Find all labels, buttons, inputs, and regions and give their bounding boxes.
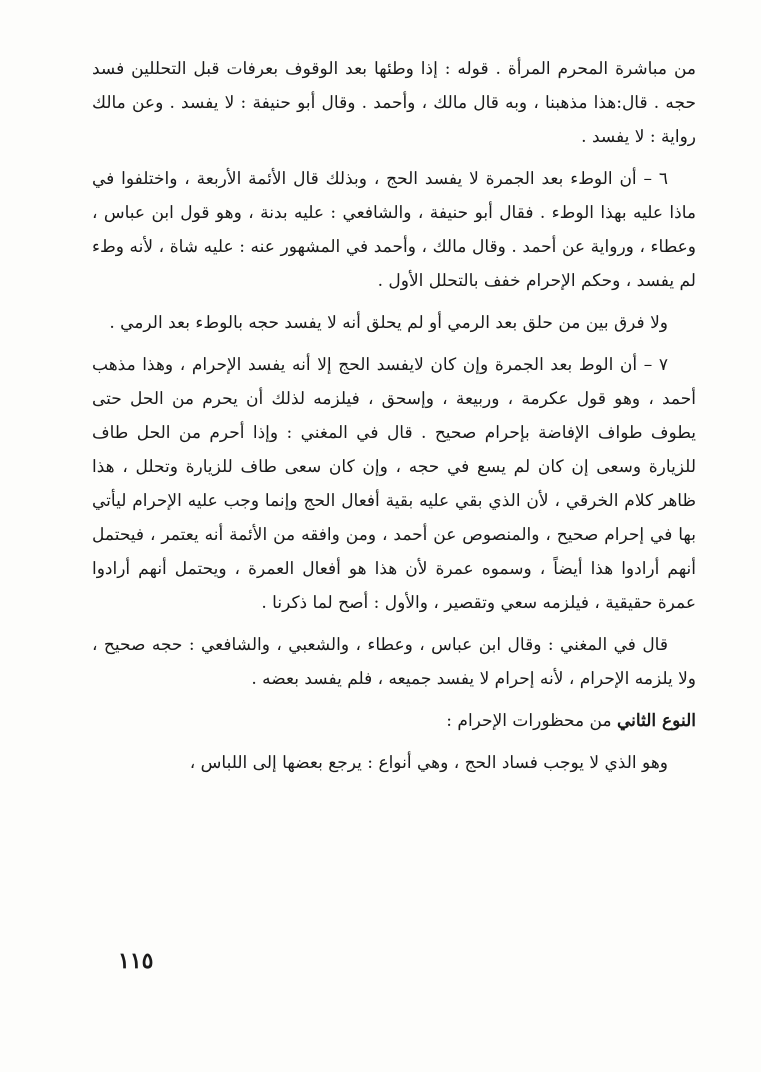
paragraph-2: ٦ – أن الوطء بعد الجمرة لا يفسد الحج ، وبذلك قال الأئمة الأربعة ، واختلفوا في ماذا عليه بهذا الوطء . فقال أبو حنيفة ، والشافعي : عليه بدنة ، وهو قول ابن عباس ، وعطاء ، ورواية عن أحمد . وقال مالك ، وأحمد في المشهور عنه : عليه شاة ، لأنه وطء لم يفسد ، وحكم الإحرام خفف بالتحلل الأول . — [92, 169, 696, 291]
paragraph-5: قال في المغني : وقال ابن عباس ، وعطاء ، والشعبي ، والشافعي : حجه صحيح ، ولا يلزمه الإحرام ، لأنه إحرام لا يفسد جميعه ، فلم يفسد بعضه . — [92, 635, 696, 689]
paragraph-3: ولا فرق بين من حلق بعد الرمي أو لم يحلق أنه لا يفسد حجه بالوطء بعد الرمي . — [109, 313, 668, 333]
paragraph-4: ٧ – أن الوط بعد الجمرة وإن كان لايفسد الحج إلا أنه يفسد الإحرام ، وهذا مذهب أحمد ، وهو قول عكرمة ، وربيعة ، وإسحق ، فيلزمه لذلك أن يحرم من الحل حتى يطوف طواف الإفاضة بإحرام صحيح . قال في المغني : وإذا أحرم من الحل طاف للزيارة وسعى إن كان لم يسع في حجه ، وإن كان سعى طاف للزيارة وتحلل ، هذا ظاهر كلام الخرقي ، لأن الذي بقي عليه بقية أفعال الحج وإنما وجب عليه الإحرام ليأتي بها في إحرام صحيح ، والمنصوص عن أحمد ، ومن وافقه من الأئمة أنه يعتمر ، فيحتمل أنهم أرادوا هذا أيضاً ، وسموه عمرة لأن هذا هو أفعال العمرة ، ويحتمل أنهم أرادوا عمرة حقيقية ، فيلزمه سعي وتقصير ، والأول : أصح لما ذكرنا . — [92, 355, 696, 613]
paragraph-6: وهو الذي لا يوجب فساد الحج ، وهي أنواع : يرجع بعضها إلى اللباس ، — [189, 753, 668, 773]
page-number: ١١٥ — [118, 948, 154, 974]
section-heading — [92, 704, 696, 738]
section-heading-rest: من محظورات الإحرام : — [446, 711, 617, 731]
section-heading-bold: النوع الثاني — [617, 711, 696, 731]
main-text — [92, 52, 696, 788]
paragraph-1: من مباشرة المحرم المرأة . قوله : إذا وطئها بعد الوقوف بعرفات قبل التحللين فسد حجه . قال:هذا مذهبنا ، وبه قال مالك ، وأحمد . وقال أبو حنيفة : لا يفسد . وعن مالك رواية : لا يفسد . — [92, 59, 696, 147]
